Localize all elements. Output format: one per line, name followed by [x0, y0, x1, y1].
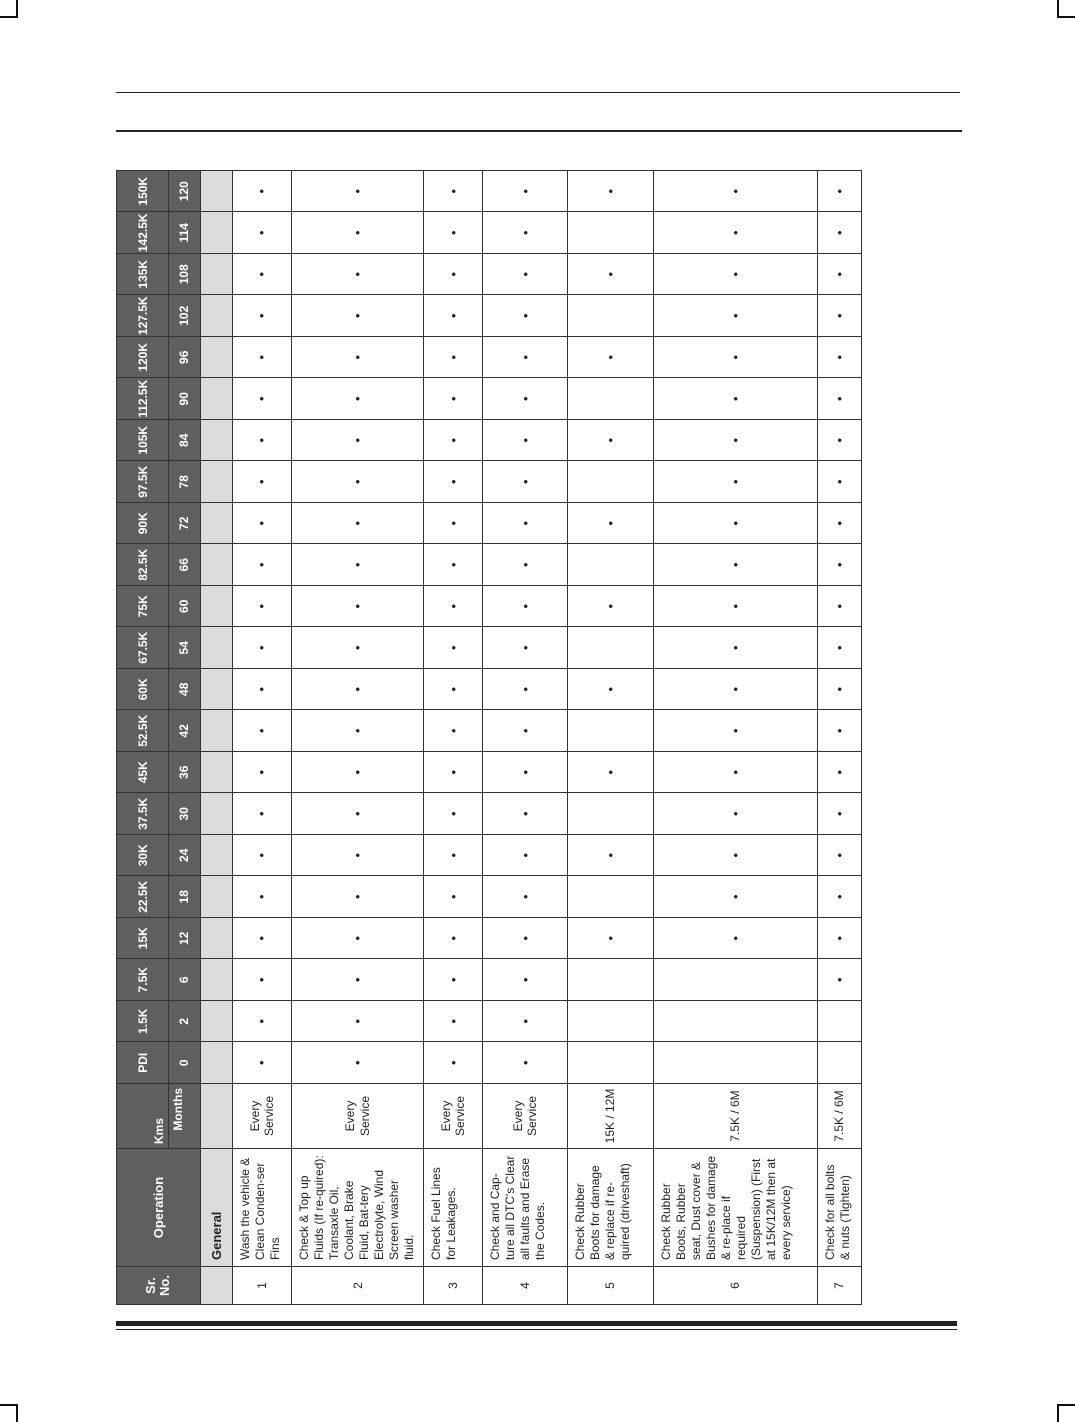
- month-interval-header: 114: [169, 212, 200, 254]
- schedule-mark-cell: •: [817, 586, 861, 628]
- schedule-mark-cell: •: [424, 793, 483, 835]
- schedule-mark-cell: •: [424, 586, 483, 628]
- schedule-mark-cell: •: [653, 337, 817, 379]
- schedule-mark-cell: •: [817, 378, 861, 420]
- schedule-mark-cell: •: [653, 295, 817, 337]
- header-rule-bottom: [116, 130, 962, 132]
- schedule-mark-cell: •: [653, 793, 817, 835]
- schedule-mark-cell: •: [424, 544, 483, 586]
- schedule-mark-cell: •: [232, 1042, 291, 1084]
- schedule-mark-cell: •: [424, 337, 483, 379]
- table-row: [232, 171, 291, 1305]
- schedule-mark-cell: •: [292, 461, 424, 503]
- schedule-mark-cell: •: [653, 752, 817, 794]
- km-interval-header: 97.5K: [117, 461, 169, 503]
- month-interval-header: 30: [169, 793, 200, 835]
- schedule-mark-cell: [567, 295, 653, 337]
- month-interval-header: 108: [169, 254, 200, 296]
- section-empty-cell: [200, 171, 232, 213]
- schedule-mark-cell: •: [817, 544, 861, 586]
- schedule-mark-cell: •: [483, 254, 568, 296]
- schedule-mark-cell: [567, 544, 653, 586]
- schedule-mark-cell: •: [424, 752, 483, 794]
- sr-no-cell: 3: [424, 1267, 483, 1305]
- schedule-mark-cell: •: [817, 918, 861, 960]
- schedule-mark-cell: •: [653, 503, 817, 545]
- schedule-mark-cell: •: [483, 212, 568, 254]
- schedule-mark-cell: •: [483, 461, 568, 503]
- km-interval-header: 67.5K: [117, 627, 169, 669]
- schedule-mark-cell: •: [424, 1042, 483, 1084]
- km-interval-header: 37.5K: [117, 793, 169, 835]
- schedule-mark-cell: •: [424, 710, 483, 752]
- schedule-mark-cell: •: [232, 254, 291, 296]
- schedule-mark-cell: •: [232, 835, 291, 877]
- table-row: [567, 171, 653, 1305]
- schedule-mark-cell: •: [483, 378, 568, 420]
- month-interval-header: 96: [169, 337, 200, 379]
- schedule-mark-cell: •: [483, 1001, 568, 1043]
- section-empty-cell: [200, 627, 232, 669]
- schedule-mark-cell: [567, 959, 653, 1001]
- footer-rule-thin: [116, 1329, 957, 1330]
- schedule-mark-cell: •: [292, 752, 424, 794]
- km-interval-header: 52.5K: [117, 710, 169, 752]
- schedule-mark-cell: [567, 212, 653, 254]
- schedule-mark-cell: •: [232, 918, 291, 960]
- section-empty-cell: [200, 793, 232, 835]
- section-empty-cell: [200, 1042, 232, 1084]
- schedule-mark-cell: •: [817, 876, 861, 918]
- km-interval-header: 30K: [117, 835, 169, 877]
- schedule-mark-cell: •: [817, 503, 861, 545]
- schedule-mark-cell: •: [567, 337, 653, 379]
- schedule-mark-cell: •: [653, 254, 817, 296]
- schedule-mark-cell: •: [292, 378, 424, 420]
- schedule-mark-cell: •: [483, 752, 568, 794]
- schedule-mark-cell: •: [424, 461, 483, 503]
- schedule-mark-cell: •: [232, 420, 291, 462]
- section-empty-cell: [200, 254, 232, 296]
- section-empty-cell: [200, 503, 232, 545]
- sr-no-cell: 4: [483, 1267, 568, 1305]
- rotated-table-wrapper: [116, 172, 862, 1305]
- km-interval-header: 45K: [117, 752, 169, 794]
- schedule-mark-cell: •: [424, 835, 483, 877]
- schedule-mark-cell: •: [292, 420, 424, 462]
- section-empty-cell: [200, 752, 232, 794]
- schedule-mark-cell: •: [424, 876, 483, 918]
- frequency-cell: Every Service: [292, 1084, 424, 1149]
- km-interval-header: 142.5K: [117, 212, 169, 254]
- schedule-mark-cell: •: [292, 876, 424, 918]
- schedule-mark-cell: •: [483, 544, 568, 586]
- schedule-mark-cell: •: [653, 212, 817, 254]
- schedule-mark-cell: •: [653, 586, 817, 628]
- km-interval-header: 82.5K: [117, 544, 169, 586]
- schedule-mark-cell: •: [483, 503, 568, 545]
- section-empty-cell: [200, 337, 232, 379]
- schedule-mark-cell: •: [232, 378, 291, 420]
- schedule-mark-cell: •: [653, 627, 817, 669]
- schedule-mark-cell: •: [424, 420, 483, 462]
- section-frequency-cell: [200, 1084, 232, 1149]
- schedule-mark-cell: •: [292, 1001, 424, 1043]
- table-row: [817, 171, 861, 1305]
- schedule-mark-cell: •: [232, 503, 291, 545]
- schedule-mark-cell: •: [292, 669, 424, 711]
- month-interval-header: 84: [169, 420, 200, 462]
- schedule-mark-cell: •: [292, 710, 424, 752]
- crop-mark-top-left: [0, 0, 18, 18]
- schedule-mark-cell: •: [817, 295, 861, 337]
- month-interval-header: 48: [169, 669, 200, 711]
- month-interval-header: 120: [169, 171, 200, 213]
- schedule-mark-cell: •: [424, 669, 483, 711]
- kms-label: Kms: [152, 1117, 167, 1144]
- schedule-mark-cell: •: [483, 1042, 568, 1084]
- month-interval-header: 78: [169, 461, 200, 503]
- section-empty-cell: [200, 295, 232, 337]
- month-interval-header: 18: [169, 876, 200, 918]
- sr-no-header: Sr. No.: [117, 1267, 201, 1305]
- km-interval-header: 105K: [117, 420, 169, 462]
- schedule-mark-cell: •: [292, 918, 424, 960]
- schedule-mark-cell: •: [817, 212, 861, 254]
- schedule-mark-cell: •: [653, 918, 817, 960]
- section-empty-cell: [200, 544, 232, 586]
- month-interval-header: 54: [169, 627, 200, 669]
- schedule-mark-cell: •: [292, 337, 424, 379]
- crop-mark-bottom-left: [0, 1404, 18, 1422]
- section-empty-cell: [200, 420, 232, 462]
- schedule-mark-cell: [567, 461, 653, 503]
- frequency-cell: 15K / 12M: [567, 1084, 653, 1149]
- schedule-mark-cell: •: [653, 710, 817, 752]
- schedule-mark-cell: [653, 1001, 817, 1043]
- operation-cell: Check for all bolts & nuts (Tighten): [817, 1149, 861, 1267]
- operation-cell: Check Fuel Lines for Leakages.: [424, 1149, 483, 1267]
- schedule-mark-cell: •: [817, 669, 861, 711]
- km-interval-header: 150K: [117, 171, 169, 213]
- schedule-mark-cell: [567, 876, 653, 918]
- kms-header: [117, 1084, 169, 1149]
- schedule-mark-cell: •: [567, 254, 653, 296]
- section-empty-cell: [200, 586, 232, 628]
- schedule-mark-cell: •: [424, 959, 483, 1001]
- schedule-mark-cell: •: [292, 627, 424, 669]
- schedule-mark-cell: •: [483, 959, 568, 1001]
- schedule-mark-cell: [567, 627, 653, 669]
- sr-no-cell: 2: [292, 1267, 424, 1305]
- schedule-mark-cell: [817, 1001, 861, 1043]
- operation-header: Operation: [117, 1149, 201, 1267]
- section-label-general: General: [200, 1149, 232, 1267]
- month-interval-header: 24: [169, 835, 200, 877]
- schedule-mark-cell: •: [292, 254, 424, 296]
- schedule-mark-cell: [817, 1042, 861, 1084]
- schedule-mark-cell: •: [483, 918, 568, 960]
- schedule-mark-cell: •: [567, 586, 653, 628]
- schedule-mark-cell: •: [232, 959, 291, 1001]
- schedule-mark-cell: •: [292, 171, 424, 213]
- section-empty-cell: [200, 1001, 232, 1043]
- km-interval-header: 7.5K: [117, 959, 169, 1001]
- schedule-mark-cell: •: [817, 420, 861, 462]
- table-row: [483, 171, 568, 1305]
- km-interval-header: 60K: [117, 669, 169, 711]
- km-interval-header: PDI: [117, 1042, 169, 1084]
- header-rule-top: [116, 92, 960, 93]
- schedule-mark-cell: •: [653, 669, 817, 711]
- schedule-mark-cell: •: [567, 171, 653, 213]
- section-sr-cell: [200, 1267, 232, 1305]
- schedule-mark-cell: •: [424, 295, 483, 337]
- months-header: [169, 1084, 200, 1149]
- schedule-mark-cell: •: [653, 461, 817, 503]
- footer-rule-thick: [116, 1321, 957, 1326]
- schedule-mark-cell: •: [483, 295, 568, 337]
- month-interval-header: 36: [169, 752, 200, 794]
- km-interval-header: 1.5K: [117, 1001, 169, 1043]
- schedule-mark-cell: •: [817, 710, 861, 752]
- schedule-mark-cell: •: [424, 254, 483, 296]
- frequency-cell: Every Service: [483, 1084, 568, 1149]
- km-interval-header: 120K: [117, 337, 169, 379]
- months-label: Months: [171, 1088, 186, 1131]
- schedule-mark-cell: •: [567, 835, 653, 877]
- month-interval-header: 0: [169, 1042, 200, 1084]
- schedule-mark-cell: •: [232, 752, 291, 794]
- section-empty-cell: [200, 918, 232, 960]
- schedule-mark-cell: •: [232, 793, 291, 835]
- schedule-mark-cell: •: [653, 420, 817, 462]
- schedule-mark-cell: •: [483, 171, 568, 213]
- schedule-mark-cell: •: [424, 503, 483, 545]
- operation-cell: Check Rubber Boots, Rubber seat, Dust cover & Bushes for damage & re-place if required (Suspension) (First at 15K/12M then at every service): [653, 1149, 817, 1267]
- table-row: [292, 171, 424, 1305]
- frequency-cell: Every Service: [424, 1084, 483, 1149]
- km-interval-header: 112.5K: [117, 378, 169, 420]
- month-interval-header: 2: [169, 1001, 200, 1043]
- month-interval-header: 66: [169, 544, 200, 586]
- section-empty-cell: [200, 212, 232, 254]
- schedule-mark-cell: •: [232, 337, 291, 379]
- schedule-mark-cell: •: [653, 544, 817, 586]
- schedule-mark-cell: •: [292, 793, 424, 835]
- schedule-mark-cell: •: [232, 710, 291, 752]
- schedule-mark-cell: •: [232, 171, 291, 213]
- schedule-mark-cell: •: [292, 959, 424, 1001]
- schedule-mark-cell: •: [567, 752, 653, 794]
- schedule-mark-cell: •: [653, 171, 817, 213]
- schedule-mark-cell: •: [817, 337, 861, 379]
- schedule-mark-cell: •: [424, 378, 483, 420]
- schedule-mark-cell: •: [653, 876, 817, 918]
- schedule-mark-cell: •: [483, 835, 568, 877]
- schedule-mark-cell: •: [232, 212, 291, 254]
- schedule-mark-cell: •: [292, 544, 424, 586]
- schedule-mark-cell: •: [817, 171, 861, 213]
- schedule-mark-cell: •: [232, 876, 291, 918]
- maintenance-schedule-table: [116, 170, 862, 1305]
- schedule-mark-cell: •: [483, 627, 568, 669]
- sr-no-cell: 5: [567, 1267, 653, 1305]
- schedule-mark-cell: •: [292, 503, 424, 545]
- schedule-mark-cell: •: [567, 503, 653, 545]
- section-empty-cell: [200, 876, 232, 918]
- schedule-mark-cell: •: [232, 544, 291, 586]
- section-empty-cell: [200, 710, 232, 752]
- sr-no-cell: 1: [232, 1267, 291, 1305]
- schedule-mark-cell: [567, 1042, 653, 1084]
- month-interval-header: 60: [169, 586, 200, 628]
- schedule-mark-cell: •: [483, 337, 568, 379]
- schedule-mark-cell: •: [567, 918, 653, 960]
- section-empty-cell: [200, 461, 232, 503]
- schedule-mark-cell: [653, 1042, 817, 1084]
- schedule-mark-cell: •: [292, 295, 424, 337]
- schedule-mark-cell: •: [483, 669, 568, 711]
- section-empty-cell: [200, 378, 232, 420]
- schedule-mark-cell: •: [292, 1042, 424, 1084]
- month-interval-header: 102: [169, 295, 200, 337]
- schedule-mark-cell: •: [424, 627, 483, 669]
- schedule-mark-cell: •: [817, 959, 861, 1001]
- section-empty-cell: [200, 959, 232, 1001]
- schedule-mark-cell: •: [483, 793, 568, 835]
- sr-no-cell: 7: [817, 1267, 861, 1305]
- sr-no-cell: 6: [653, 1267, 817, 1305]
- schedule-mark-cell: •: [424, 171, 483, 213]
- km-interval-header: 135K: [117, 254, 169, 296]
- schedule-mark-cell: •: [817, 461, 861, 503]
- table-row: [653, 171, 817, 1305]
- schedule-mark-cell: •: [567, 669, 653, 711]
- schedule-mark-cell: •: [232, 295, 291, 337]
- schedule-mark-cell: •: [292, 835, 424, 877]
- schedule-mark-cell: •: [567, 420, 653, 462]
- schedule-mark-cell: •: [817, 793, 861, 835]
- month-interval-header: 42: [169, 710, 200, 752]
- section-empty-cell: [200, 669, 232, 711]
- schedule-mark-cell: •: [817, 835, 861, 877]
- schedule-mark-cell: •: [232, 461, 291, 503]
- schedule-mark-cell: •: [817, 254, 861, 296]
- operation-cell: Check & Top up Fluids (If re-quired): Transaxle Oil, Coolant, Brake Fluid, Bat-tery Electrolyte, Wind Screen washer fluid.: [292, 1149, 424, 1267]
- km-interval-header: 22.5K: [117, 876, 169, 918]
- schedule-mark-cell: •: [653, 378, 817, 420]
- schedule-mark-cell: •: [424, 212, 483, 254]
- crop-mark-bottom-right: [1057, 1404, 1075, 1422]
- km-interval-header: 15K: [117, 918, 169, 960]
- schedule-mark-cell: •: [232, 586, 291, 628]
- km-interval-header: 127.5K: [117, 295, 169, 337]
- schedule-mark-cell: [567, 793, 653, 835]
- schedule-mark-cell: •: [483, 586, 568, 628]
- section-empty-cell: [200, 835, 232, 877]
- month-interval-header: 6: [169, 959, 200, 1001]
- table-row: [424, 171, 483, 1305]
- schedule-mark-cell: [653, 959, 817, 1001]
- schedule-mark-cell: •: [232, 627, 291, 669]
- month-interval-header: 90: [169, 378, 200, 420]
- schedule-mark-cell: •: [483, 420, 568, 462]
- month-interval-header: 12: [169, 918, 200, 960]
- month-interval-header: 72: [169, 503, 200, 545]
- schedule-mark-cell: [567, 378, 653, 420]
- schedule-mark-cell: •: [424, 1001, 483, 1043]
- schedule-mark-cell: •: [232, 669, 291, 711]
- maintenance-schedule-table-container: [116, 172, 862, 1305]
- schedule-mark-cell: •: [232, 1001, 291, 1043]
- operation-cell: Wash the vehicle & Clean Conden-ser Fins: [232, 1149, 291, 1267]
- schedule-mark-cell: •: [653, 835, 817, 877]
- frequency-cell: 7.5K / 6M: [653, 1084, 817, 1149]
- schedule-mark-cell: [567, 710, 653, 752]
- frequency-cell: 7.5K / 6M: [817, 1084, 861, 1149]
- schedule-mark-cell: •: [483, 710, 568, 752]
- schedule-mark-cell: [567, 1001, 653, 1043]
- km-interval-header: 90K: [117, 503, 169, 545]
- schedule-mark-cell: •: [424, 918, 483, 960]
- schedule-mark-cell: •: [817, 627, 861, 669]
- schedule-mark-cell: •: [292, 212, 424, 254]
- crop-mark-top-right: [1057, 0, 1075, 18]
- operation-cell: Check and Cap-ture all DTC's Clear all faults and Erase the Codes.: [483, 1149, 568, 1267]
- operation-cell: Check Rubber Boots for damage & replace if re-quired (driveshaft): [567, 1149, 653, 1267]
- frequency-cell: Every Service: [232, 1084, 291, 1149]
- schedule-mark-cell: •: [292, 586, 424, 628]
- km-interval-header: 75K: [117, 586, 169, 628]
- schedule-mark-cell: •: [817, 752, 861, 794]
- schedule-mark-cell: •: [483, 876, 568, 918]
